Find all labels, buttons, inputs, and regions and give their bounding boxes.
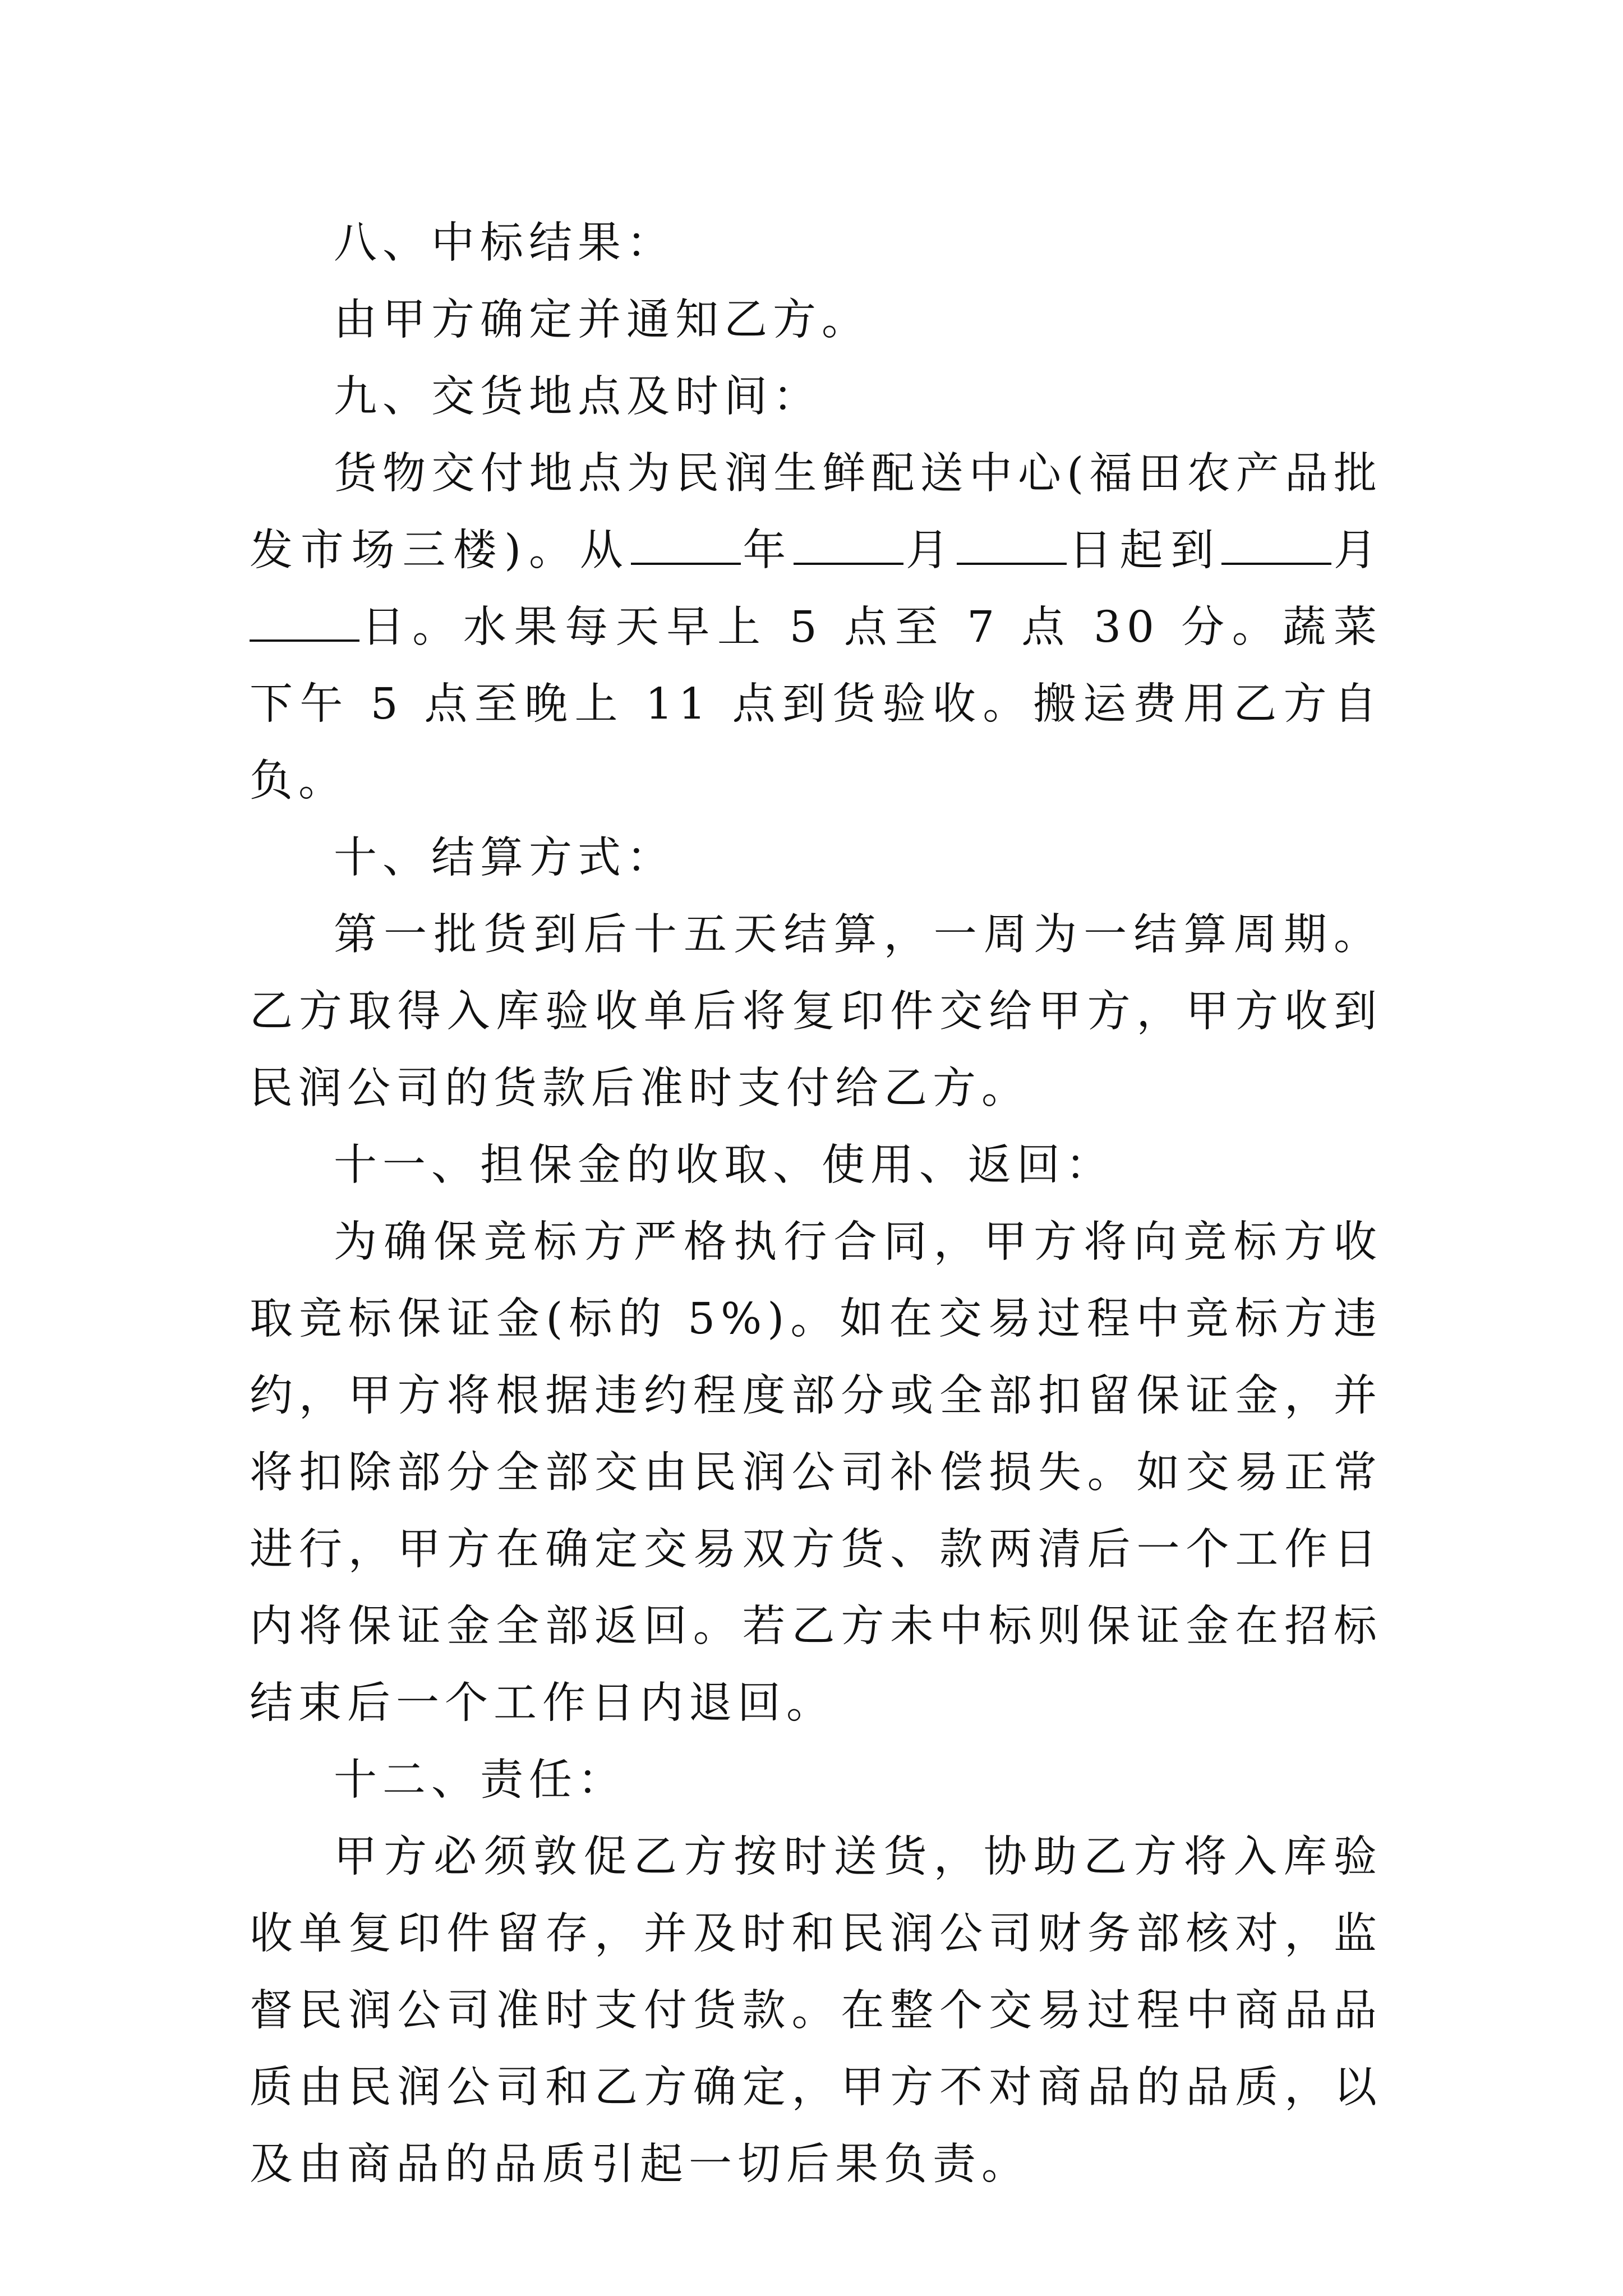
section-11-heading: 十一、担保金的收取、使用、返回：	[334, 1140, 1114, 1190]
section-10-body: 第一批货到后十五天结算，一周为一结算周期。乙方取得入库验收单后将复印件交给甲方，甲方收到民润公司的货款后准时支付给乙方。	[250, 910, 1382, 1114]
blank-month-1	[794, 526, 903, 565]
blank-month-2	[1221, 526, 1331, 565]
section-12-heading: 十二、责任：	[334, 1755, 626, 1805]
blank-day-2	[250, 602, 359, 642]
section-9-body-start: 货物交付地点为民润生鲜配送中心(福田农产品批发市场三楼)。从	[250, 449, 1382, 576]
section-11-body: 为确保竞标方严格执行合同，甲方将向竞标方收取竞标保证金(标的 5%)。如在交易过程中竞标方违约，甲方将根据违约程度部分或全部扣留保证金，并将扣除部分全部交由民润公司补偿损失。如交易正常进行，甲方在确定交易双方货、款两清后一个工作日内将保证金全部返回。若乙方未中标则保证金在招标结束后一个工作日内退回。	[250, 1217, 1382, 1728]
section-12-body: 甲方必须敦促乙方按时送货，协助乙方将入库验收单复印件留存，并及时和民润公司财务部核对，监督民润公司准时支付货款。在整个交易过程中商品品质由民润公司和乙方确定，甲方不对商品的品质，以及由商品的品质引起一切后果负责。	[250, 1832, 1382, 2189]
section-9-body-end: 日。水果每天早上 5 点至 7 点 30 分。蔬菜下午 5 点至晚上 11 点到货验收。搬运费用乙方自负。	[250, 602, 1382, 806]
blank-day-1	[957, 526, 1067, 565]
document-body	[250, 205, 1382, 2203]
unit-day-to: 日起到	[1066, 526, 1222, 576]
section-9-heading: 九、交货地点及时间：	[334, 372, 822, 422]
unit-year: 年	[740, 526, 794, 576]
section-8-body: 由甲方确定并通知乙方。	[334, 295, 870, 345]
unit-month-2: 月	[1331, 526, 1383, 576]
section-8-heading: 八、中标结果：	[334, 218, 675, 268]
section-9-body	[250, 435, 1382, 820]
blank-year-1	[631, 526, 741, 565]
unit-month-1: 月	[903, 526, 957, 576]
section-10-heading: 十、结算方式：	[334, 833, 675, 883]
